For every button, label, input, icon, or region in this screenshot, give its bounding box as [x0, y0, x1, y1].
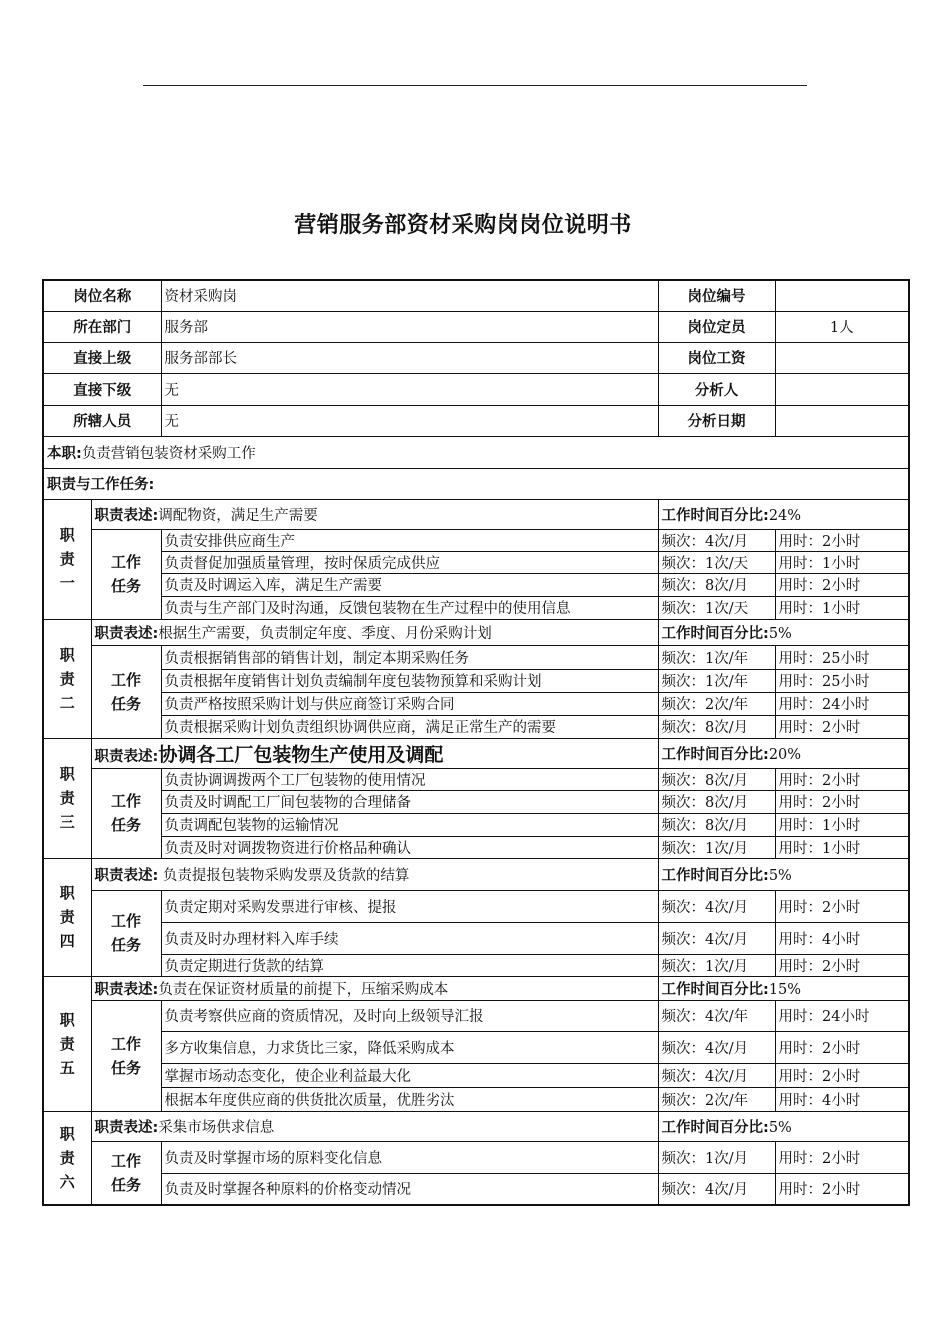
- info-row: [43, 373, 909, 405]
- task-row: [43, 573, 909, 596]
- duty-number-char: 责: [59, 789, 75, 807]
- task-text: 负责考察供应商的资质情况，及时向上级领导汇报: [161, 1000, 658, 1031]
- duty-desc-row: [43, 499, 909, 529]
- duty-number-label: [43, 619, 91, 738]
- task-text: 多方收集信息，力求货比三家，降低采购成本: [161, 1031, 658, 1063]
- task-text: 负责与生产部门及时沟通，反馈包装物在生产过程中的使用信息: [161, 596, 658, 619]
- task-row: [43, 1173, 909, 1205]
- duty-desc-text: 调配物资，满足生产需要: [158, 507, 318, 524]
- duty-number-char: 一: [59, 574, 75, 592]
- task-duration: 用时：4小时: [775, 1087, 909, 1111]
- task-text: 掌握市场动态变化，使企业利益最大化: [161, 1063, 658, 1087]
- task-duration: 用时：1小时: [775, 813, 909, 836]
- task-duration: 用时：24小时: [775, 1000, 909, 1031]
- duty-desc-row: [43, 1111, 909, 1141]
- info-row: [43, 280, 909, 311]
- work-time-percentage: [658, 499, 909, 529]
- duty-number-char: 责: [59, 1034, 75, 1053]
- field-label: 所辖人员: [43, 405, 161, 436]
- task-row: [43, 1000, 909, 1031]
- task-frequency: 频次：4次/月: [658, 890, 775, 922]
- field-label: 岗位定员: [658, 311, 775, 342]
- task-text: 负责定期对采购发票进行审核、提报: [161, 890, 658, 922]
- task-text: 负责严格按照采购计划与供应商签订采购合同: [161, 692, 658, 715]
- info-row: [43, 311, 909, 342]
- task-row: [43, 596, 909, 619]
- duty-number-char: 职: [59, 884, 75, 902]
- work-task-label-text: 工作: [110, 1151, 141, 1170]
- task-text: 负责根据年度销售计划负责编制年度包装物预算和采购计划: [161, 669, 658, 692]
- task-frequency: 频次：2次/年: [658, 1087, 775, 1111]
- duty-description: [91, 738, 658, 768]
- task-text: 负责根据销售部的销售计划，制定本期采购任务: [161, 645, 658, 669]
- task-frequency: 频次：8次/月: [658, 790, 775, 813]
- task-row: [43, 890, 909, 922]
- task-row: [43, 922, 909, 954]
- task-row: [43, 1087, 909, 1111]
- duty-number-label: [43, 499, 91, 619]
- task-text: 负责督促加强质量管理，按时保质完成供应: [161, 551, 658, 573]
- pct-label: 工作时间百分比:: [661, 507, 769, 524]
- duty-desc-text: 采集市场供求信息: [158, 1119, 275, 1136]
- work-task-label: [91, 768, 161, 858]
- duty-description: [91, 499, 658, 529]
- work-task-label: [91, 645, 161, 738]
- duty-desc-row: [43, 858, 909, 890]
- duties-header-row: [43, 468, 909, 499]
- work-time-percentage: [658, 619, 909, 645]
- duties-header: 职责与工作任务:: [43, 468, 909, 499]
- field-value: 服务部部长: [161, 342, 658, 373]
- task-frequency: 频次：1次/月: [658, 954, 775, 976]
- field-value: [775, 342, 909, 373]
- work-time-percentage: [658, 1111, 909, 1141]
- field-value: 无: [161, 373, 658, 405]
- info-row: [43, 405, 909, 436]
- duty-number-char: 责: [59, 1148, 75, 1167]
- task-frequency: 频次：1次/年: [658, 645, 775, 669]
- work-time-percentage: [658, 858, 909, 890]
- task-frequency: 频次：1次/月: [658, 836, 775, 858]
- task-text: 负责及时掌握市场的原料变化信息: [161, 1141, 658, 1173]
- task-text: 负责安排供应商生产: [161, 529, 658, 551]
- duty-description: [91, 976, 658, 1000]
- task-frequency: 频次：8次/月: [658, 813, 775, 836]
- task-duration: 用时：2小时: [775, 1063, 909, 1087]
- work-task-label: [91, 529, 161, 619]
- duty-desc-text: 负责提报包装物采购发票及货款的结算: [158, 867, 410, 884]
- task-row: [43, 529, 909, 551]
- field-label: 所在部门: [43, 311, 161, 342]
- task-frequency: 频次：8次/月: [658, 715, 775, 738]
- duty-number-char: 责: [59, 669, 75, 688]
- task-duration: 用时：25小时: [775, 669, 909, 692]
- task-text: 负责定期进行货款的结算: [161, 954, 658, 976]
- task-frequency: 频次：4次/月: [658, 529, 775, 551]
- duty-desc-label: 职责表述:: [94, 748, 159, 765]
- duty-desc-label: 职责表述:: [94, 625, 159, 642]
- task-row: [43, 813, 909, 836]
- pct-label: 工作时间百分比:: [661, 981, 769, 998]
- task-text: 负责及时掌握各种原料的价格变动情况: [161, 1173, 658, 1205]
- duty-desc-text: 负责在保证资材质量的前提下，压缩采购成本: [158, 981, 449, 998]
- field-value: 1人: [775, 311, 909, 342]
- task-row: [43, 1031, 909, 1063]
- duty-desc-row: [43, 619, 909, 645]
- main-duty-label: 本职:: [47, 445, 82, 462]
- duty-desc-label: 职责表述:: [94, 867, 159, 884]
- pct-label: 工作时间百分比:: [661, 746, 769, 763]
- field-label: 直接下级: [43, 373, 161, 405]
- task-frequency: 频次：2次/年: [658, 692, 775, 715]
- field-value: 资材采购岗: [161, 280, 658, 311]
- field-label: 分析日期: [658, 405, 775, 436]
- work-task-label-text: 工作: [110, 553, 141, 571]
- task-duration: 用时：2小时: [775, 890, 909, 922]
- task-duration: 用时：2小时: [775, 1173, 909, 1205]
- duty-desc-label: 职责表述:: [94, 1119, 159, 1136]
- task-row: [43, 1063, 909, 1087]
- work-task-label-text: 任务: [110, 1058, 141, 1077]
- duty-desc-row: [43, 738, 909, 768]
- task-duration: 用时：1小时: [775, 596, 909, 619]
- task-duration: 用时：24小时: [775, 692, 909, 715]
- task-frequency: 频次：4次/月: [658, 1173, 775, 1205]
- main-duty: [43, 436, 909, 468]
- duty-number-char: 责: [59, 908, 75, 926]
- work-task-label-text: 任务: [110, 816, 141, 834]
- work-time-percentage: [658, 976, 909, 1000]
- work-task-label: [91, 890, 161, 976]
- pct-label: 工作时间百分比:: [661, 867, 769, 884]
- duty-desc-label: 职责表述:: [94, 981, 159, 998]
- field-value: [775, 373, 909, 405]
- info-row: [43, 342, 909, 373]
- pct-value: 20%: [768, 746, 802, 763]
- work-task-label-text: 任务: [110, 936, 141, 954]
- work-task-label-text: 工作: [110, 670, 141, 689]
- field-label: 岗位编号: [658, 280, 775, 311]
- task-duration: 用时：2小时: [775, 1031, 909, 1063]
- task-row: [43, 954, 909, 976]
- duty-number-label: [43, 976, 91, 1111]
- duty-number-char: 六: [59, 1172, 75, 1191]
- task-duration: 用时：2小时: [775, 715, 909, 738]
- duty-description: [91, 858, 658, 890]
- task-frequency: 频次：1次/天: [658, 596, 775, 619]
- field-value: [775, 405, 909, 436]
- task-text: 负责及时对调拨物资进行价格品种确认: [161, 836, 658, 858]
- task-frequency: 频次：4次/月: [658, 1031, 775, 1063]
- task-duration: 用时：2小时: [775, 768, 909, 790]
- duty-number-char: 三: [59, 813, 75, 831]
- task-text: 负责根据采购计划负责组织协调供应商，满足正常生产的需要: [161, 715, 658, 738]
- work-task-label-text: 工作: [110, 1034, 141, 1053]
- task-frequency: 频次：4次/年: [658, 1000, 775, 1031]
- work-task-label-text: 任务: [110, 1175, 141, 1194]
- task-frequency: 频次：4次/月: [658, 922, 775, 954]
- task-duration: 用时：2小时: [775, 790, 909, 813]
- task-row: [43, 836, 909, 858]
- task-row: [43, 692, 909, 715]
- main-duty-row: [43, 436, 909, 468]
- field-label: 分析人: [658, 373, 775, 405]
- header-rule: [143, 85, 807, 86]
- task-duration: 用时：1小时: [775, 551, 909, 573]
- work-task-label-text: 工作: [110, 792, 141, 810]
- task-text: 负责及时调运入库，满足生产需要: [161, 573, 658, 596]
- field-label: 岗位名称: [43, 280, 161, 311]
- duty-number-char: 职: [59, 1010, 75, 1029]
- task-duration: 用时：1小时: [775, 836, 909, 858]
- task-duration: 用时：2小时: [775, 1141, 909, 1173]
- field-label: 直接上级: [43, 342, 161, 373]
- duty-number-label: [43, 1111, 91, 1205]
- pct-value: 15%: [768, 981, 802, 998]
- pct-label: 工作时间百分比:: [661, 1119, 769, 1136]
- duty-desc-label: 职责表述:: [94, 507, 159, 524]
- task-row: [43, 790, 909, 813]
- task-row: [43, 715, 909, 738]
- task-text: 负责及时办理材料入库手续: [161, 922, 658, 954]
- task-text: 根据本年度供应商的供货批次质量，优胜劣汰: [161, 1087, 658, 1111]
- task-row: [43, 669, 909, 692]
- job-description-table: [42, 279, 910, 1206]
- task-duration: 用时：2小时: [775, 954, 909, 976]
- field-value: 无: [161, 405, 658, 436]
- work-task-label: [91, 1000, 161, 1111]
- task-text: 负责调配包装物的运输情况: [161, 813, 658, 836]
- pct-value: 5%: [768, 1119, 792, 1136]
- main-duty-text: 负责营销包装资材采购工作: [81, 445, 256, 462]
- duty-number-char: 二: [59, 693, 75, 712]
- work-task-label: [91, 1141, 161, 1205]
- pct-value: 5%: [768, 867, 792, 884]
- task-duration: 用时：4小时: [775, 922, 909, 954]
- duty-number-char: 职: [59, 526, 75, 544]
- pct-value: 5%: [768, 625, 792, 642]
- work-time-percentage: [658, 738, 909, 768]
- duty-number-char: 职: [59, 645, 75, 664]
- duty-number-char: 四: [59, 932, 75, 950]
- pct-label: 工作时间百分比:: [661, 625, 769, 642]
- task-text: 负责及时调配工厂间包装物的合理储备: [161, 790, 658, 813]
- duty-number-label: [43, 858, 91, 976]
- duty-number-char: 职: [59, 765, 75, 783]
- task-frequency: 频次：8次/月: [658, 573, 775, 596]
- task-duration: 用时：2小时: [775, 573, 909, 596]
- duty-desc-text: 根据生产需要，负责制定年度、季度、月份采购计划: [158, 625, 492, 642]
- task-row: [43, 768, 909, 790]
- duty-number-label: [43, 738, 91, 858]
- duty-description: [91, 619, 658, 645]
- work-task-label-text: 任务: [110, 577, 141, 595]
- task-frequency: 频次：4次/月: [658, 1063, 775, 1087]
- work-task-label-text: 工作: [110, 912, 141, 930]
- task-text: 负责协调调拨两个工厂包装物的使用情况: [161, 768, 658, 790]
- work-task-label-text: 任务: [110, 694, 141, 713]
- duty-description: [91, 1111, 658, 1141]
- task-frequency: 频次：1次/月: [658, 1141, 775, 1173]
- duty-desc-text: 协调各工厂包装物生产使用及调配: [158, 743, 444, 766]
- task-duration: 用时：2小时: [775, 529, 909, 551]
- task-frequency: 频次：8次/月: [658, 768, 775, 790]
- duty-desc-row: [43, 976, 909, 1000]
- duty-number-char: 责: [59, 550, 75, 568]
- task-duration: 用时：25小时: [775, 645, 909, 669]
- task-row: [43, 645, 909, 669]
- field-value: [775, 280, 909, 311]
- pct-value: 24%: [768, 507, 802, 524]
- task-row: [43, 551, 909, 573]
- duty-number-char: 五: [59, 1058, 75, 1077]
- document-title: 营销服务部资材采购岗岗位说明书: [294, 213, 632, 238]
- duty-number-char: 职: [59, 1124, 75, 1143]
- task-row: [43, 1141, 909, 1173]
- field-label: 岗位工资: [658, 342, 775, 373]
- field-value: 服务部: [161, 311, 658, 342]
- task-frequency: 频次：1次/天: [658, 551, 775, 573]
- task-frequency: 频次：1次/年: [658, 669, 775, 692]
